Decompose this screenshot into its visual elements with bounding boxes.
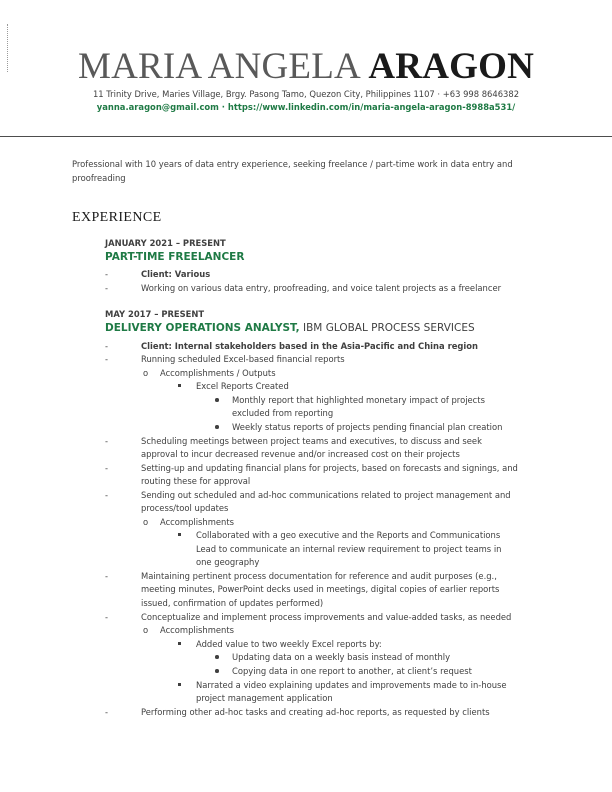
job2-sub2: Collaborated with a geo executive and the Reports and Communications — [196, 530, 501, 540]
job2-duty: Performing other ad-hoc tasks and creating ad-hoc reports, as requested by clients — [141, 707, 490, 717]
bullet-dot-icon — [215, 398, 219, 402]
dash-marker: - — [105, 354, 109, 364]
job2-sub2-cont: one geography — [196, 557, 260, 567]
job2-sub2: Narrated a video explaining updates and improvements made to in-house — [196, 680, 507, 690]
job2-sub: Accomplishments / Outputs — [160, 368, 276, 378]
candidate-name — [0, 44, 612, 90]
job2-sub2-cont: Lead to communicate an internal review requirement to project teams in — [196, 544, 502, 554]
job2-bullet-line: Weekly status reports of projects pending financial plan creation — [232, 422, 503, 432]
dash-marker: - — [105, 463, 109, 473]
job2-sub2: Excel Reports Created — [196, 381, 289, 391]
job2-title-text: DELIVERY OPERATIONS ANALYST, — [105, 322, 300, 334]
job2-duty: Maintaining pertinent process documentation for reference and audit purposes (e.g., — [141, 571, 497, 581]
bullet-dot-icon — [215, 655, 219, 659]
job2-bullet-line: excluded from reporting — [232, 408, 334, 418]
dash-marker: - — [105, 571, 109, 581]
job2-duty-cont: approval to incur decreased revenue and/or increased cost on their projects — [141, 449, 460, 459]
job2-duty-cont: meeting minutes, PowerPoint decks used in meetings, digital copies of earlier reports — [141, 584, 500, 594]
first-names: MARIA ANGELA — [77, 46, 359, 87]
circle-marker: o — [143, 368, 149, 378]
job1-client: Client: Various — [141, 269, 211, 279]
job1-duty: Working on various data entry, proofreading, and voice talent projects as a freelancer — [141, 283, 502, 293]
square-bullet-icon — [178, 384, 181, 387]
bullet-dot-icon — [215, 669, 219, 673]
dash-marker: - — [105, 612, 109, 622]
job2-bullet-line: Copying data in one report to another, at client’s request — [232, 666, 472, 676]
job2-duty: Scheduling meetings between project teams and executives, to discuss and seek — [141, 436, 482, 446]
circle-marker: o — [143, 625, 149, 635]
job2-sub: Accomplishments — [160, 625, 234, 635]
dash-marker: - — [105, 436, 109, 446]
section-heading-experience: EXPERIENCE — [72, 210, 162, 225]
contact-email-linkedin[interactable]: yanna.aragon@gmail.com · https://www.linkedin.com/in/maria-angela-aragon-8988a531/ — [96, 102, 516, 112]
dash-marker: - — [105, 707, 109, 717]
dash-marker: - — [105, 490, 109, 500]
job2-duty: Setting-up and updating financial plans for projects, based on forecasts and signings, and — [141, 463, 518, 473]
job2-bullet-line: Updating data on a weekly basis instead of monthly — [232, 652, 451, 662]
square-bullet-icon — [178, 683, 181, 686]
dash-marker: - — [105, 283, 109, 293]
dash-marker: - — [105, 269, 109, 279]
job2-dates: MAY 2017 – PRESENT — [105, 309, 205, 319]
job2-bullet-line: Monthly report that highlighted monetary impact of projects — [232, 395, 485, 405]
circle-marker: o — [143, 517, 149, 527]
bullet-dot-icon — [215, 425, 219, 429]
job2-duty-cont: routing these for approval — [141, 476, 251, 486]
summary: Professional with 10 years of data entry experience, seeking freelance / part-time work in data entry and proofreading — [72, 159, 513, 183]
job2-duty: Running scheduled Excel-based financial reports — [141, 354, 345, 364]
header-divider — [0, 136, 612, 137]
square-bullet-icon — [178, 642, 181, 645]
job2-title — [105, 322, 475, 336]
job2-sub2: Added value to two weekly Excel reports by: — [196, 639, 382, 649]
square-bullet-icon — [178, 533, 181, 536]
job2-duty: Sending out scheduled and ad-hoc communications related to project management and — [141, 490, 511, 500]
dash-marker: - — [105, 341, 109, 351]
contact-address-phone: 11 Trinity Drive, Maries Village, Brgy. Pasong Tamo, Quezon City, Philippines 1107 · +63 998 8646382 — [92, 89, 520, 99]
job2-duty-cont: issued, confirmation of updates performed) — [141, 598, 324, 608]
job2-org: IBM GLOBAL PROCESS SERVICES — [299, 322, 475, 334]
job1-dates: JANUARY 2021 – PRESENT — [105, 238, 226, 248]
job2-sub2-cont: project management application — [196, 693, 333, 703]
job2-duty: Conceptualize and implement process improvements and value-added tasks, as needed — [141, 612, 512, 622]
job1-title: PART-TIME FREELANCER — [105, 251, 245, 263]
last-name: ARAGON — [368, 46, 535, 87]
job2-client: Client: Internal stakeholders based in the Asia-Pacific and China region — [141, 341, 478, 351]
job2-sub: Accomplishments — [160, 517, 234, 527]
job2-duty-cont: process/tool updates — [141, 503, 229, 513]
